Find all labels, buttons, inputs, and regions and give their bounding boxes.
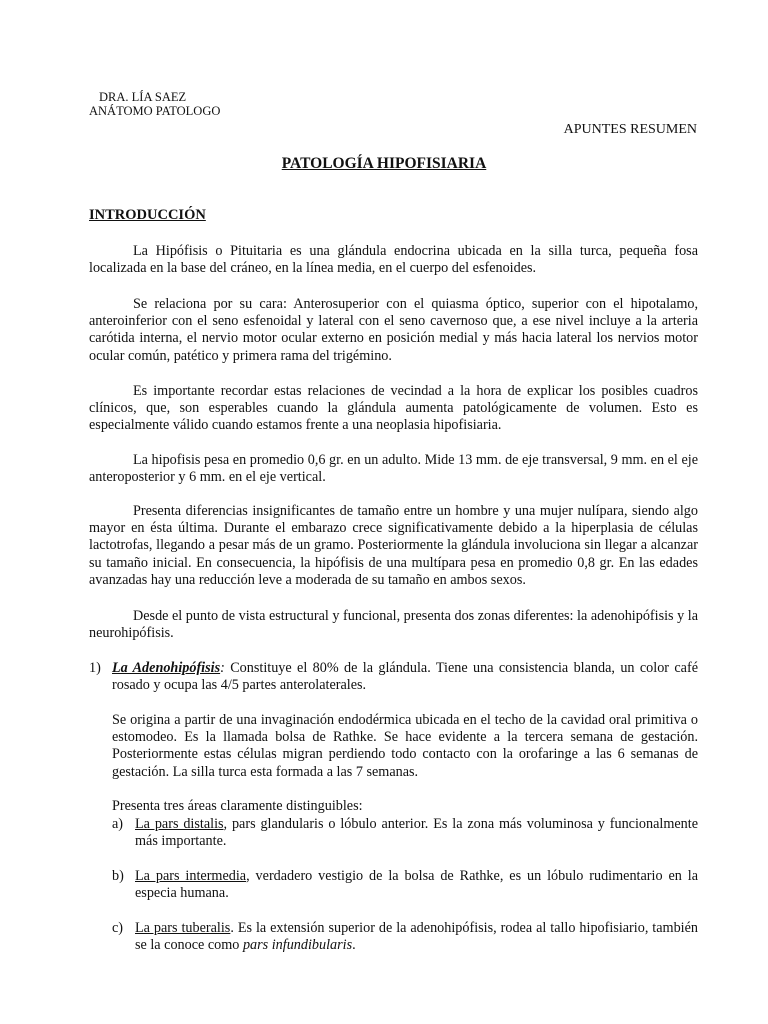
paragraph-text: La Hipófisis o Pituitaria es una glándula endocrina ubicada en la silla turca, pequeña fosa localizada en la base del cráneo, en la línea media, en el cuerpo del esfenoides. (89, 243, 698, 277)
paragraph-text: Se relaciona por su cara: Anterosuperior con el quiasma óptico, superior con el hipotalamo, anteroinferior con el seno esfenoidal y lateral con el seno cavernoso que, a ese nivel incluye a la arteria carótida interna, el nervio motor ocular externo en posición medial y más hacia lateral los nervios motor ocular común, patético y primera rama del trigémino. (89, 296, 698, 364)
author-block (89, 90, 220, 118)
sub-item-letter: a) (112, 816, 124, 832)
italic-term: pars infundibularis (242, 937, 353, 954)
paragraph-text: Presenta diferencias insignificantes de tamaño entre un hombre y una mujer nulípara, siendo algo mayor en ésta última. Durante el embarazo crece significativamente debido a la hiperplasia de células lactotrofas, llegando a pesar más de un gramo. Posteriormente la glándula involuciona sin llegar a alcanzar su tamaño inicial. En consecuencia, la hipófisis de una multípara pesa en promedio 0,8 gr. En las edades avanzadas hay una reducción leve a moderada de su tamaño en ambos sexos. (89, 503, 698, 588)
paragraph (89, 452, 698, 486)
sub-item-pars-distalis (112, 816, 698, 850)
term-pars-intermedia: La pars intermedia (135, 868, 247, 884)
term-pars-tuberalis: La pars tuberalis (135, 920, 231, 936)
sub-item-text: , verdadero vestigio de la bolsa de Rathke, es un lóbulo rudimentario en la especia humana. (135, 868, 699, 902)
paragraph-text: Desde el punto de vista estructural y funcional, presenta dos zonas diferentes: la adenohipófisis y la neurohipófisis. (89, 608, 698, 642)
paragraph-text: Presenta tres áreas claramente distinguibles: (112, 798, 363, 814)
section-heading: INTRODUCCIÓN (89, 207, 206, 223)
sub-item-end: . (352, 937, 356, 954)
document-label: APUNTES RESUMEN (563, 122, 697, 137)
document-title: PATOLOGÍA HIPOFISIARIA (281, 155, 487, 172)
sub-item-letter: b) (112, 868, 124, 884)
term-adenohipofisis: La Adenohipófisis (112, 660, 221, 676)
list-item-adenohipofisis (89, 660, 698, 694)
author-role: ANÁTOMO PATOLOGO (89, 104, 221, 118)
list-number: 1) (89, 660, 101, 676)
list-item-text: Constituye el 80% de la glándula. Tiene una consistencia blanda, un color café rosado y ocupa las 4/5 partes anterolaterales. (112, 660, 698, 694)
author-name: DRA. LÍA SAEZ (99, 90, 187, 104)
sub-item-text: , pars glandularis o lóbulo anterior. Es la zona más voluminosa y funcionalmente más importante. (135, 816, 698, 850)
sub-item-pars-tuberalis (112, 920, 698, 954)
paragraph (89, 383, 698, 435)
paragraph (89, 608, 698, 642)
paragraph-text: Es importante recordar estas relaciones de vecindad a la hora de explicar los posibles cuadros clínicos, que, son esperables cuando la glándula aumenta patológicamente de volumen. Esto es especialmente válido cuando estamos frente a una neoplasia hipofisiaria. (89, 383, 698, 434)
term-pars-distalis: La pars distalis (135, 816, 224, 832)
paragraph (89, 243, 698, 277)
list-item-continuation (89, 798, 698, 815)
sub-item-letter: c) (112, 920, 124, 936)
list-item-continuation (89, 712, 698, 781)
sub-item-pars-intermedia (112, 868, 698, 902)
paragraph (89, 503, 698, 589)
paragraph-text: La hipofisis pesa en promedio 0,6 gr. en un adulto. Mide 13 mm. de eje transversal, 9 mm. en el eje anteroposterior y 6 mm. en el eje vertical. (89, 452, 698, 486)
sub-item-text: . Es la extensión superior de la adenohipófisis, rodea al tallo hipofisiario, también se la conoce como (135, 920, 699, 954)
paragraph (89, 296, 698, 365)
paragraph-text: Se origina a partir de una invaginación endodérmica ubicada en el techo de la cavidad oral primitiva o estomodeo. Es la llamada bolsa de Rathke. Se hace evidente a la tercera semana de gestación. Posteriormente estas células migran perdiendo todo contacto con la orofaringe a las 6 semanas de gestación. La silla turca esta formada a las 7 semanas. (112, 712, 698, 780)
term-colon: : (220, 660, 225, 676)
